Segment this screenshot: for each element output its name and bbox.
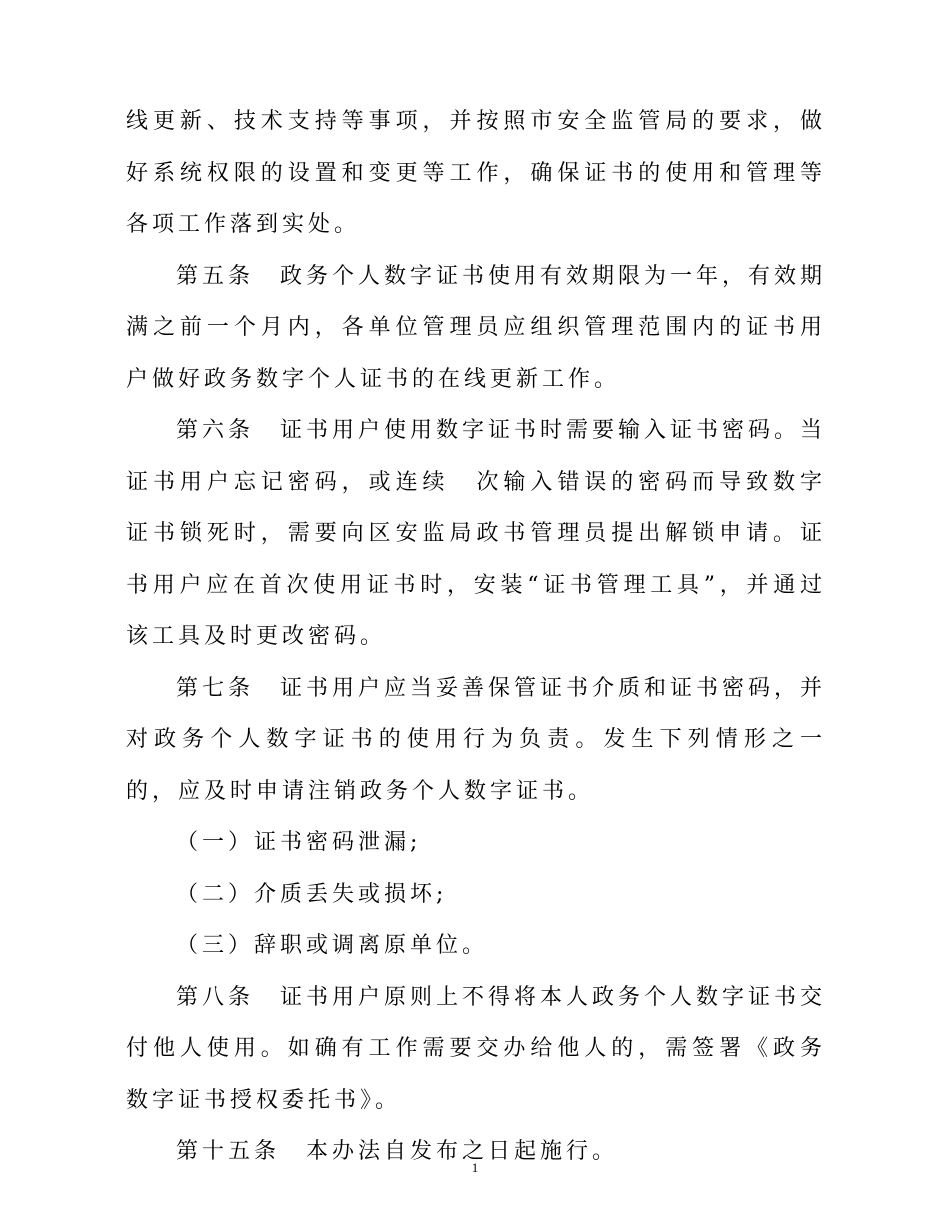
article-8: 第八条 证书用户原则上不得将本人政务个人数字证书交付他人使用。如确有工作需要交办给他人的，需签署《政务数字证书授权委托书》。	[126, 984, 827, 1113]
list-item-2: （二）介质丢失或损坏;	[176, 881, 448, 907]
article-7: 第七条 证书用户应当妥善保管证书介质和证书密码，并对政务个人数字证书的使用行为负责。发生下列情形之一的，应及时申请注销政务个人数字证书。	[126, 675, 827, 804]
page-number: 1	[471, 1160, 479, 1175]
article-5: 第五条 政务个人数字证书使用有效期限为一年，有效期满之前一个月内，各单位管理员应组织管理范围内的证书用户做好政务数字个人证书的在线更新工作。	[126, 263, 827, 392]
document-body	[126, 96, 826, 1178]
article-15: 第十五条 本办法自发布之日起施行。	[176, 1139, 619, 1164]
paragraph-continuation: 线更新、技术支持等事项，并按照市安全监管局的要求，做好系统权限的设置和变更等工作，确保证书的使用和管理等各项工作落到实处。	[126, 109, 826, 237]
article-6: 第六条 证书用户使用数字证书时需要输入证书密码。当证书用户忘记密码，或连续 次输入错误的密码而导致数字证书锁死时，需要向区安监局政书管理员提出解锁申请。证书用户应在首次使用证书时，安装“证书管理工具”，并通过该工具及时更改密码。	[126, 418, 827, 649]
list-item-3: （三）辞职或调离原单位。	[176, 933, 489, 958]
list-item-1: （一）证书密码泄漏;	[176, 830, 422, 855]
